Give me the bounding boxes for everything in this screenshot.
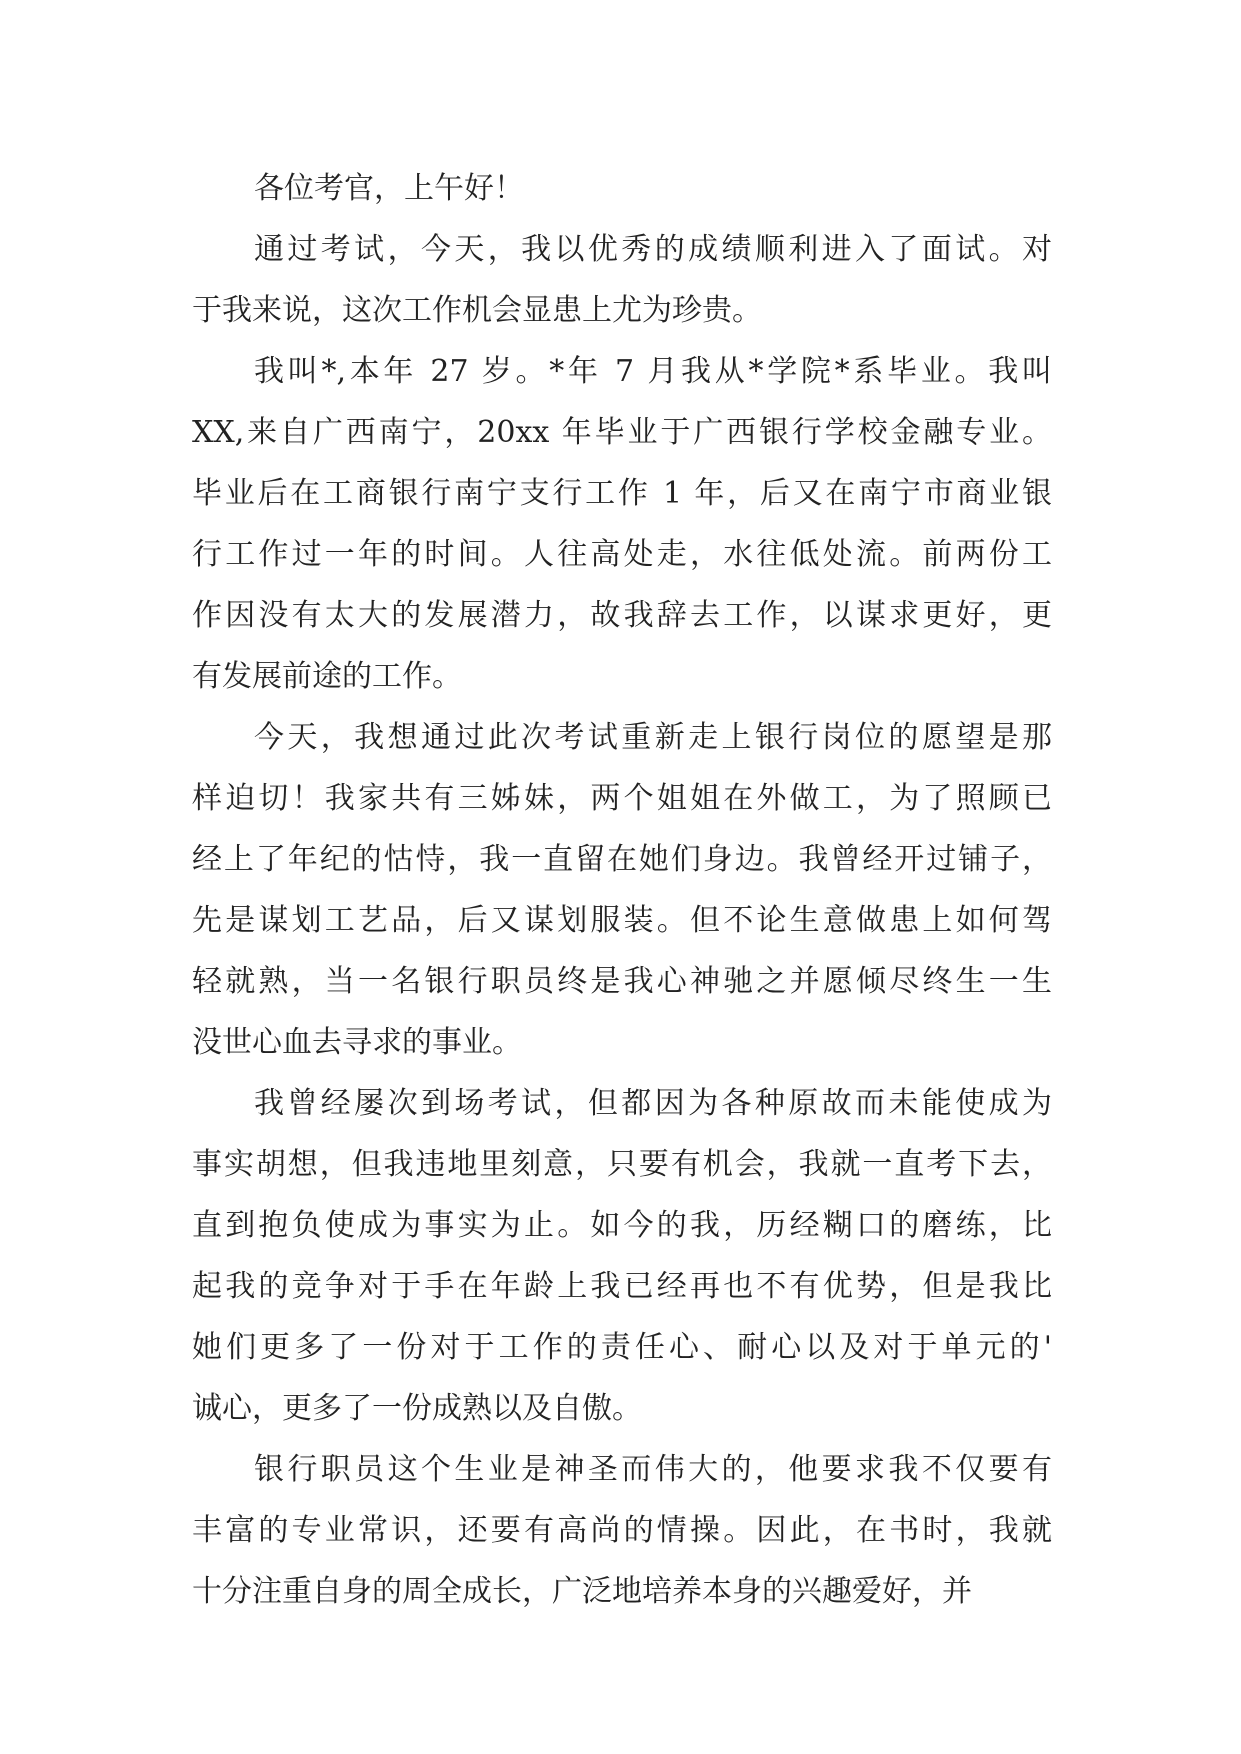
- text-line: 经上了年纪的怙恃，我一直留在她们身边。我曾经开过铺子，: [192, 842, 1052, 877]
- text-line: 起我的竞争对于手在年龄上我已经再也不有优势，但是我比: [192, 1269, 1052, 1304]
- text-line: 直到抱负使成为事实为止。如今的我，历经糊口的磨练，比: [192, 1208, 1052, 1243]
- document-body: [192, 158, 1052, 1622]
- text-line: 我曾经屡次到场考试，但都因为各种原故而未能使成为: [254, 1086, 1052, 1121]
- paragraph: [192, 707, 1052, 1073]
- text-line: 作因没有太大的发展潜力，故我辞去工作，以谋求更好，更: [192, 598, 1052, 633]
- text-line: 十分注重自身的周全成长，广泛地培养本身的兴趣爱好，并: [192, 1574, 972, 1609]
- paragraph: [192, 1439, 1052, 1622]
- text-line: 今天，我想通过此次考试重新走上银行岗位的愿望是那: [254, 720, 1052, 755]
- paragraph: [192, 341, 1052, 707]
- text-line: 毕业后在工商银行南宁支行工作 1 年，后又在南宁市商业银: [192, 476, 1052, 511]
- text-line: 我叫*,本年 27 岁。*年 7 月我从*学院*系毕业。我叫: [254, 354, 1052, 389]
- paragraph: [192, 1073, 1052, 1439]
- text-line: 没世心血去寻求的事业。: [192, 1025, 522, 1060]
- text-line: 丰富的专业常识，还要有高尚的情操。因此，在书时，我就: [192, 1513, 1052, 1548]
- paragraph: [192, 219, 1052, 341]
- text-line: 事实胡想，但我违地里刻意，只要有机会，我就一直考下去，: [192, 1147, 1052, 1182]
- text-line: 行工作过一年的时间。人往高处走，水往低处流。前两份工: [192, 537, 1052, 572]
- text-line: 样迫切！我家共有三姊妹，两个姐姐在外做工，为了照顾已: [192, 781, 1052, 816]
- text-line: 各位考官，上午好！: [254, 171, 524, 206]
- text-line: 先是谋划工艺品，后又谋划服装。但不论生意做患上如何驾: [192, 903, 1052, 938]
- text-line: 通过考试，今天，我以优秀的成绩顺利进入了面试。对: [254, 232, 1052, 267]
- text-line: 她们更多了一份对于工作的责任心、耐心以及对于单元的': [192, 1330, 1052, 1365]
- text-line: 于我来说，这次工作机会显患上尤为珍贵。: [192, 293, 762, 328]
- paragraph: [192, 158, 1052, 219]
- text-line: 有发展前途的工作。: [192, 659, 462, 694]
- text-line: 银行职员这个生业是神圣而伟大的，他要求我不仅要有: [254, 1452, 1052, 1487]
- text-line: XX,来自广西南宁，20xx 年毕业于广西银行学校金融专业。: [192, 415, 1052, 450]
- text-line: 诚心，更多了一份成熟以及自傲。: [192, 1391, 642, 1426]
- text-line: 轻就熟，当一名银行职员终是我心神驰之并愿倾尽终生一生: [192, 964, 1052, 999]
